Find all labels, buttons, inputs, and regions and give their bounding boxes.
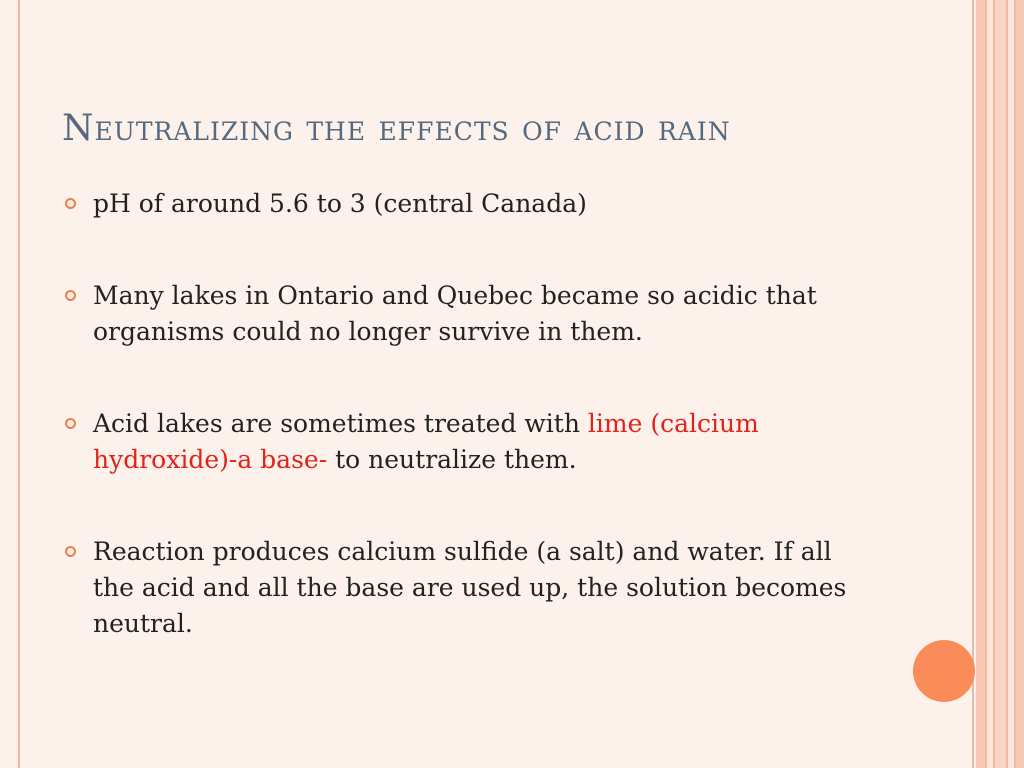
bullet-item <box>62 406 862 478</box>
bullet-item <box>62 278 862 350</box>
ring-bullet-icon <box>65 290 76 301</box>
bullet-text: pH of around 5.6 to 3 (central Canada) <box>93 189 587 218</box>
bullet-item <box>62 186 862 222</box>
ring-bullet-icon <box>65 418 76 429</box>
highlighted-term: lime (calcium hydroxide)-a base- <box>93 409 759 474</box>
bullet-text: Many lakes in Ontario and Quebec became so acidic that organisms could no longer survive in them. <box>93 281 817 346</box>
slide-title: Neutralizing the effects of acid rain <box>62 108 731 149</box>
bullet-item <box>62 534 862 642</box>
edge-stripe <box>1016 0 1024 768</box>
ring-bullet-icon <box>65 546 76 557</box>
bullet-text: Reaction produces calcium sulfide (a salt) and water. If all the acid and all the base are used up, the solution becomes neutral. <box>93 537 847 638</box>
edge-stripe <box>995 0 1006 768</box>
bullet-text-after: to neutralize them. <box>327 445 577 474</box>
orange-circle-decoration <box>913 640 975 702</box>
bullet-text-before: Acid lakes are sometimes treated with <box>93 409 588 438</box>
ring-bullet-icon <box>65 198 76 209</box>
edge-stripe <box>976 0 985 768</box>
bullet-list <box>62 186 862 642</box>
